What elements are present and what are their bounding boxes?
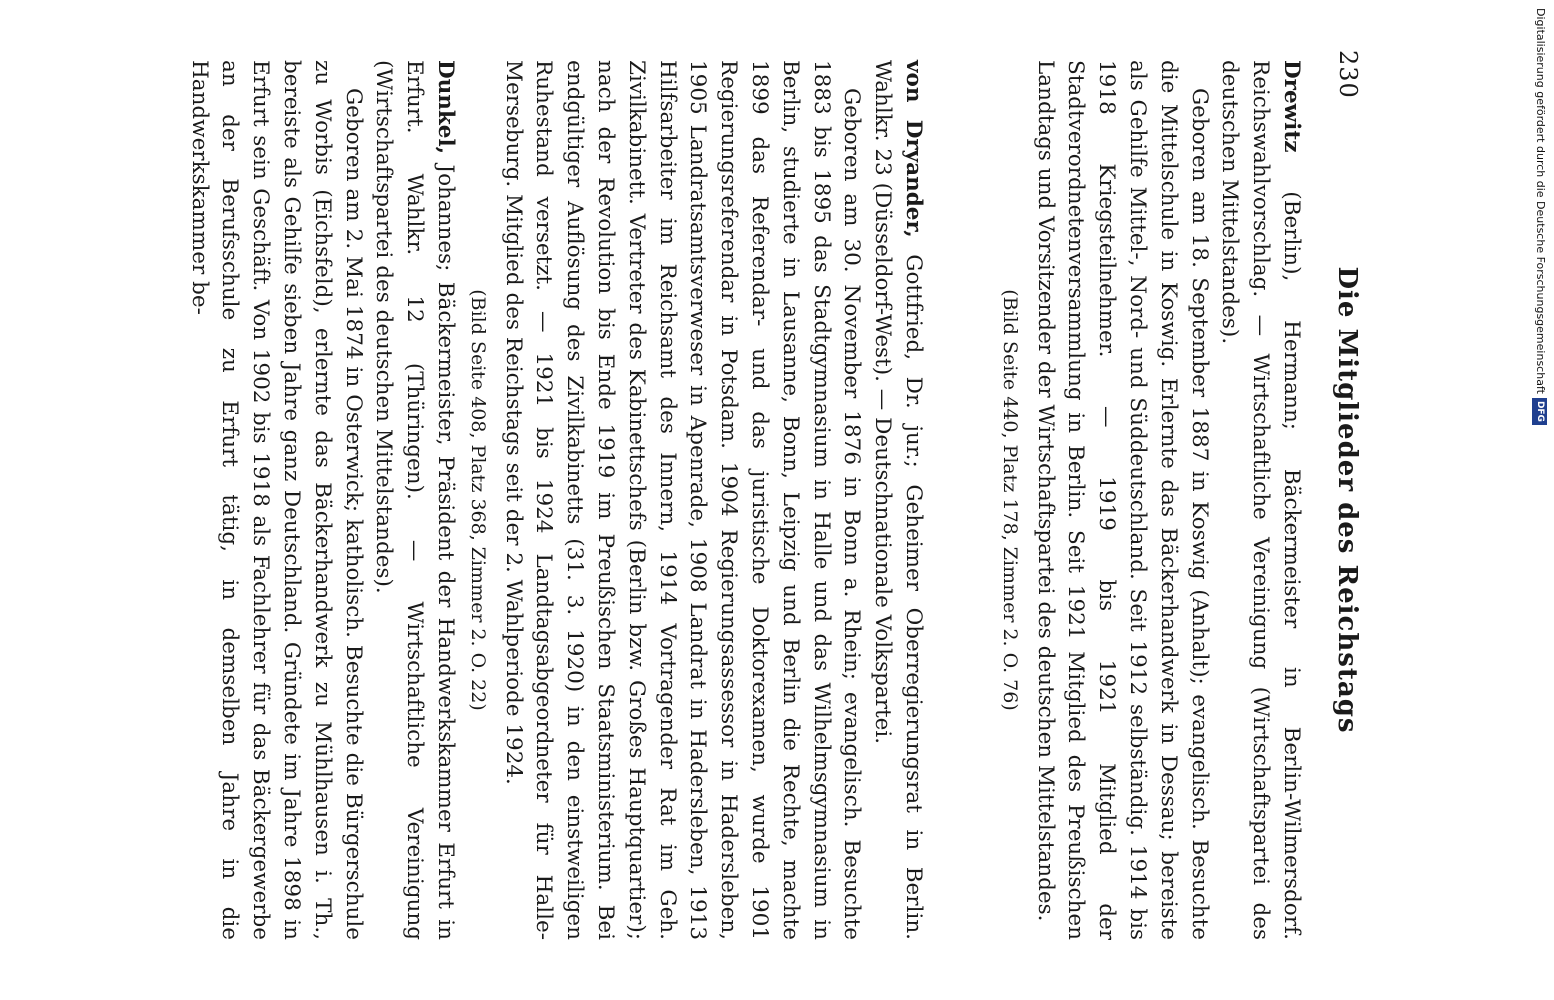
member-entry-dunkel xyxy=(183,60,460,940)
dfg-logo-icon: DFG xyxy=(1533,398,1548,425)
member-name: Dunkel, xyxy=(433,60,458,155)
entry-summary: (Berlin), Hermann; Bäckermeister in Berlin-Wilmersdorf. Reichswahlvorschlag. — Wirtschaftliche Vereinigung (Wirtschaftspartei des deutschen Mittelstandes). xyxy=(1217,60,1304,940)
entry-caption: (Bild Seite 408, Platz 368, Zimmer 2. O. 22) xyxy=(466,289,489,711)
entry-summary: Gottfried, Dr. jur.; Geheimer Oberregierungsrat in Berlin. Wahlkr. 23 (Düsseldorf-West). — Deutschnationale Volkspartei. xyxy=(870,60,926,940)
member-entry-von-dryander xyxy=(462,60,928,940)
rotated-page xyxy=(80,50,1380,950)
entry-biography: Geboren am 18. September 1887 in Koswig (Anhalt); evangelisch. Besuchte die Mittelschule in Koswig. Erlernte das Bäckerhandwerk in Dessau; bereiste als Gehilfe Mittel-, Nord- und Süddeutschland. Seit 1912 selbständig. 1914 bis 1918 Kriegsteilnehmer. — 1919 bis 1921 Mitglied der Stadtverordnetenversammlung in Berlin. Seit 1921 Mitglied des Preußischen Landtags und Vorsitzender der Wirtschaftspartei des deutschen Mittelstandes. xyxy=(1032,60,1212,940)
entry-summary: Johannes; Bäckermeister, Präsident der Handwerkskammer Erfurt in Erfurt. Wahlkr. 12 (Thüringen). — Wirtschaftliche Vereinigung (Wirtschaftspartei des deutschen Mittelstandes). xyxy=(371,60,458,940)
entry-heading xyxy=(1214,60,1306,940)
page-header xyxy=(1320,50,1380,950)
funding-note-text: Digitalisierung gefördert durch die Deutsche Forschungsgemeinschaft xyxy=(1534,8,1547,394)
funding-note xyxy=(1526,8,1554,992)
page-number: 230 xyxy=(1334,50,1362,99)
running-title: Die Mitglieder des Reichstags xyxy=(1332,266,1362,734)
entry-biography: Geboren am 2. Mai 1874 in Osterwick; katholisch. Besuchte die Bürgerschule zu Worbis (Eichsfeld), erlernte das Bäckerhandwerk zu Mühlhausen i. Th., bereiste als Gehilfe sieben Jahre ganz Deutschland. Gründete im Jahre 1898 in Erfurt sein Geschäft. Von 1902 bis 1918 als Fachlehrer für das Bäckergewerbe an der Berufsschule zu Erfurt tätig, in demselben Jahre in die Handwerkskammer be- xyxy=(186,60,366,940)
entry-caption: (Bild Seite 440, Platz 178, Zimmer 2. O. 76) xyxy=(998,289,1021,711)
member-name: von Dryander, xyxy=(901,60,926,238)
entry-biography: Geboren am 30. November 1876 in Bonn a. Rhein; evangelisch. Besuchte 1883 bis 1895 das Stadtgymnasium in Halle und das Wilhelmsgymnasium in Berlin, studierte in Lausanne, Bonn, Leipzig und Berlin die Rechte, machte 1899 das Referendar- und das juristische Doktorexamen, wurde 1901 Regierungsreferendar in Potsdam. 1904 Regierungsassessor in Hadersleben, 1905 Landratsamtsverweser in Apenrade, 1908 Landrat in Hadersleben, 1913 Hilfsarbeiter im Reichsamt des Innern, 1914 Vortragender Rat im Geh. Zivilkabinett. Vertreter des Kabinettschefs (Berlin bzw. Großes Hauptquartier); nach der Revolution bis Ende 1919 im Preußischen Staatsministerium. Bei endgültiger Auflösung des Zivilkabinetts (31. 3. 1920) in den einstweiligen Ruhestand versetzt. — 1921 bis 1924 Landtagsabgeordneter für Halle-Merseburg. Mitglied des Reichstags seit der 2. Wahlperiode 1924. xyxy=(500,60,865,940)
member-name: Drewitz xyxy=(1279,60,1304,153)
entry-heading xyxy=(368,60,460,940)
entry-heading xyxy=(866,60,928,940)
member-entry-drewitz xyxy=(994,60,1306,940)
